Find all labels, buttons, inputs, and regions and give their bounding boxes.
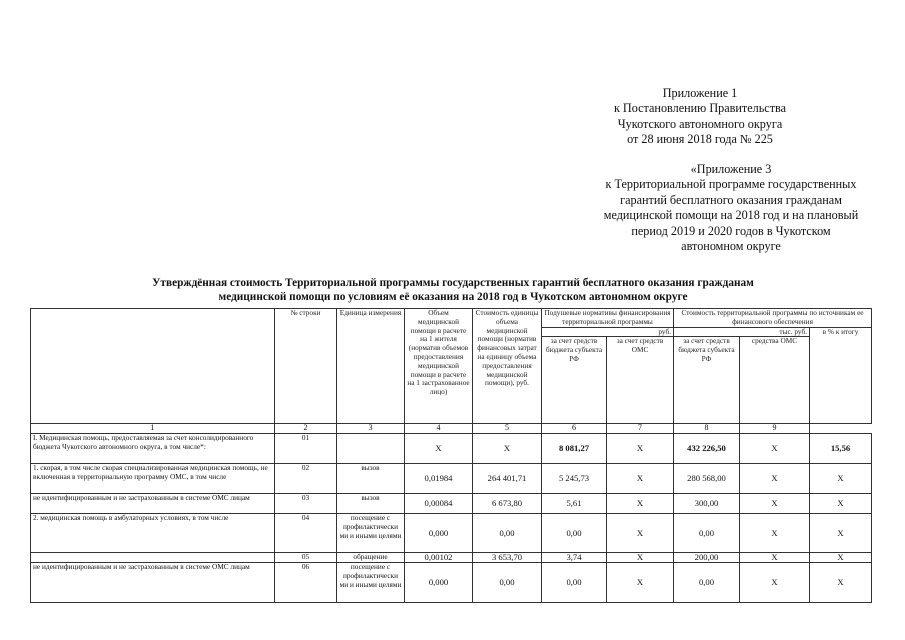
row-volume: 0,00102 <box>405 553 473 563</box>
row-tc-budget: 280 568,00 <box>674 464 740 494</box>
column-number: 3 <box>337 424 405 434</box>
header-empty-cell <box>31 309 275 424</box>
row-percent: X <box>810 553 872 563</box>
row-name: I. Медицинская помощь, предоставляемая за счет консолидированного бюджета Чукотского автономного округа, в том числе*: <box>31 434 275 464</box>
column-number: 5 <box>473 424 542 434</box>
row-name: не идентифицированным и не застрахованным в системе ОМС лицам <box>31 494 275 514</box>
column-number: 4 <box>405 424 473 434</box>
column-number: 7 <box>607 424 674 434</box>
row-name: не идентифицированным и не застрахованным в системе ОМС лицам <box>31 563 275 603</box>
header-row-no: № строки <box>275 309 337 424</box>
row-pc-oms: X <box>607 514 674 553</box>
row-cost: 0,00 <box>473 563 542 603</box>
table-row <box>31 464 872 494</box>
document-title <box>108 277 798 304</box>
row-cost: 0,00 <box>473 514 542 553</box>
appendix-1-line: Чукотского автономного округа <box>617 116 783 131</box>
row-percent: X <box>810 514 872 553</box>
table-row <box>31 434 872 464</box>
header-budget-rf: за счет средств бюджета субъекта РФ <box>542 337 607 424</box>
row-unit: посещение с профилактически ми и иными целями <box>337 563 405 603</box>
row-pc-budget: 0,00 <box>542 563 607 603</box>
row-cost: X <box>473 434 542 464</box>
row-unit: вызов <box>337 464 405 494</box>
column-number: 1 <box>31 424 275 434</box>
appendix-3-line: период 2019 и 2020 годов в Чукотском <box>631 223 831 238</box>
row-name: 2. медицинская помощь в амбулаторных условиях, в том числе <box>31 514 275 553</box>
row-tc-budget: 432 226,50 <box>674 434 740 464</box>
row-volume: X <box>405 434 473 464</box>
column-number: 9 <box>740 424 810 434</box>
appendix-1-block <box>555 86 845 148</box>
row-name: 1. скорая, в том числе скорая специализированная медицинская помощь, не включенная в территориальную программу ОМС, в том числе <box>31 464 275 494</box>
row-pc-oms: X <box>607 434 674 464</box>
row-unit: посещение с профилактически ми и иными целями <box>337 514 405 553</box>
table-row <box>31 514 872 553</box>
appendix-1-line: Приложение 1 <box>662 86 738 100</box>
row-number: 03 <box>275 494 337 514</box>
appendix-1-line: от 28 июня 2018 года № 225 <box>627 132 773 147</box>
header-per-capita: Подушевые нормативы финансирования территориальной программы <box>542 309 674 328</box>
table-row <box>31 553 872 563</box>
row-volume: 0,000 <box>405 563 473 603</box>
row-cost: 264 401,71 <box>473 464 542 494</box>
row-tc-oms: X <box>740 494 810 514</box>
row-percent: X <box>810 464 872 494</box>
row-volume: 0,00084 <box>405 494 473 514</box>
row-tc-budget: 300,00 <box>674 494 740 514</box>
header-unit: Единица измерения <box>337 309 405 424</box>
header-cost: Стоимость единицы объема медицинской помощи (норматив финансовых затрат на единицу объема предоставления медицинской помощи), руб. <box>473 309 542 424</box>
header-cost-by-source: Стоимость территориальной программы по источникам ее финансового обеспечения <box>674 309 872 328</box>
header-oms: за счет средств ОМС <box>607 337 674 424</box>
row-tc-budget: 0,00 <box>674 514 740 553</box>
row-unit <box>337 434 405 464</box>
title-line-2: медицинской помощи по условиям её оказания на 2018 год в Чукотском автономном округе <box>218 290 688 303</box>
row-volume: 0,01984 <box>405 464 473 494</box>
row-name <box>31 553 275 563</box>
header-percent-total: в % к итогу <box>810 327 872 424</box>
column-number: 2 <box>275 424 337 434</box>
row-tc-oms: X <box>740 553 810 563</box>
row-tc-oms: X <box>740 434 810 464</box>
row-cost: 6 673,80 <box>473 494 542 514</box>
row-number: 02 <box>275 464 337 494</box>
row-unit: обращение <box>337 553 405 563</box>
appendix-3-line: «Приложение 3 <box>690 162 772 176</box>
row-number: 06 <box>275 563 337 603</box>
row-pc-budget: 5,61 <box>542 494 607 514</box>
appendix-3-block <box>580 162 882 254</box>
header-thousand-rub: тыс. руб. <box>674 327 810 337</box>
row-pc-budget: 3,74 <box>542 553 607 563</box>
row-unit: вызов <box>337 494 405 514</box>
row-pc-budget: 5 245,73 <box>542 464 607 494</box>
row-number: 01 <box>275 434 337 464</box>
table-row <box>31 494 872 514</box>
row-percent: X <box>810 563 872 603</box>
row-tc-budget: 200,00 <box>674 553 740 563</box>
header-rub: руб. <box>542 327 674 337</box>
row-percent: X <box>810 494 872 514</box>
row-tc-oms: X <box>740 514 810 553</box>
header-budget-rf-2: за счет средств бюджета субъекта РФ <box>674 337 740 424</box>
appendix-1-line: к Постановлению Правительства <box>613 101 787 116</box>
title-line-1: Утверждённая стоимость Территориальной программы государственных гарантий бесплатного оказания гражданам <box>152 277 754 289</box>
table-row <box>31 563 872 603</box>
row-number: 04 <box>275 514 337 553</box>
row-cost: 3 653,70 <box>473 553 542 563</box>
column-number: 8 <box>674 424 740 434</box>
appendix-3-line: медицинской помощи на 2018 год и на плановый <box>603 208 859 223</box>
row-volume: 0,000 <box>405 514 473 553</box>
row-pc-oms: X <box>607 494 674 514</box>
header-oms-funds: средства ОМС <box>740 337 810 424</box>
row-pc-budget: 8 081,27 <box>542 434 607 464</box>
appendix-3-line: автономном округе <box>681 239 781 254</box>
appendix-3-line: к Территориальной программе государственных <box>605 177 857 192</box>
row-number: 05 <box>275 553 337 563</box>
row-pc-oms: X <box>607 464 674 494</box>
header-volume: Объем медицинской помощи в расчете на 1 жителя (норматив объемов предоставления медицинской помощи в расчете на 1 застрахованное лицо) <box>405 309 473 424</box>
cost-table <box>30 308 872 603</box>
row-percent: 15,56 <box>810 434 872 464</box>
row-pc-budget: 0,00 <box>542 514 607 553</box>
appendix-3-line: гарантий бесплатного оказания гражданам <box>620 192 842 207</box>
row-tc-oms: X <box>740 563 810 603</box>
row-pc-oms: X <box>607 553 674 563</box>
row-tc-oms: X <box>740 464 810 494</box>
row-pc-oms: X <box>607 563 674 603</box>
column-number: 6 <box>542 424 607 434</box>
row-tc-budget: 0,00 <box>674 563 740 603</box>
